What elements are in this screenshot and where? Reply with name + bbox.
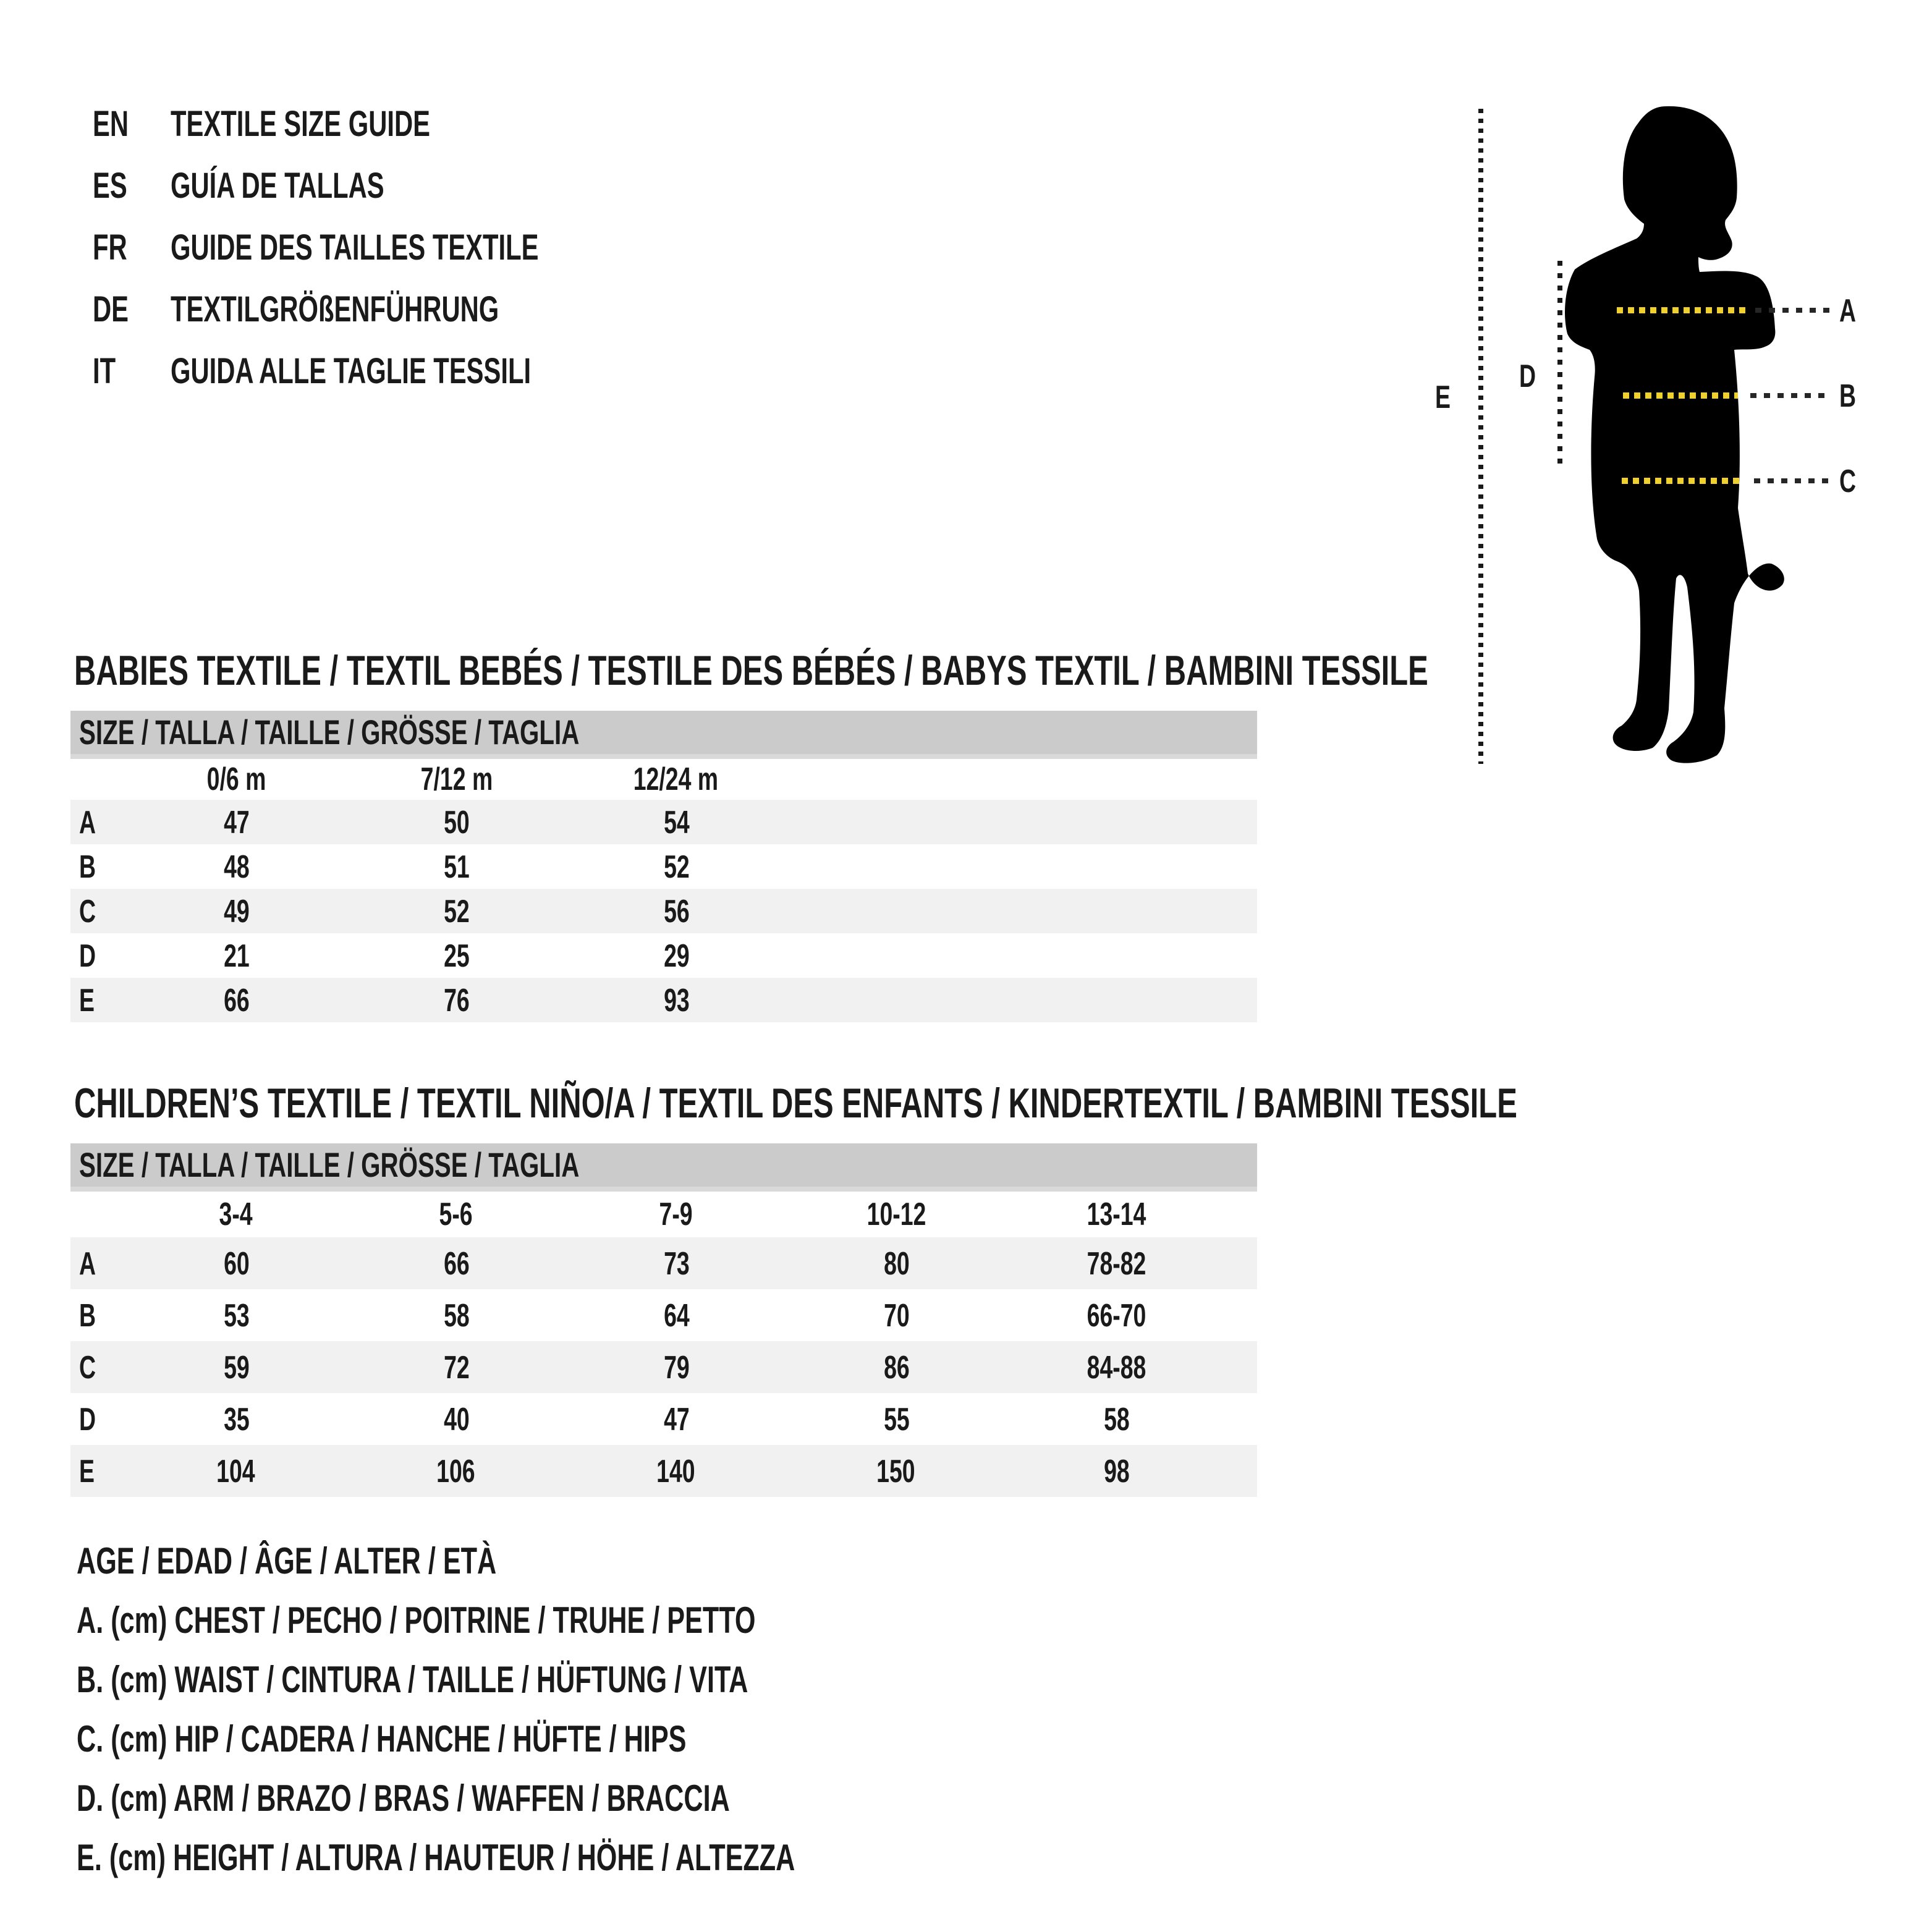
babies-section-heading: [74, 646, 1932, 696]
measurement-diagram: [1409, 87, 1904, 803]
cell-value: 60: [223, 1244, 249, 1281]
table-row-a: [70, 800, 1257, 844]
table-cell: [1006, 1296, 1226, 1334]
table-cell: [346, 1348, 566, 1386]
language-row-de: [93, 279, 682, 341]
cell-value: 140: [656, 1452, 696, 1489]
cell-value: 29: [663, 936, 689, 973]
column-header-text: 3-4: [219, 1195, 253, 1232]
table-cell: [786, 1452, 1006, 1490]
legend-text: A. (cm) CHEST / PECHO / POITRINE / TRUHE / PETTO: [77, 1601, 756, 1642]
table-cell: [126, 936, 346, 975]
table-row-b: [70, 1289, 1257, 1341]
row-label: [70, 1452, 126, 1490]
cell-value: 58: [1103, 1400, 1129, 1437]
height-label-e: [1435, 379, 1457, 414]
heading-text: CHILDREN’S TEXTILE / TEXTIL NIÑO/A / TEXTIL DES ENFANTS / KINDERTEXTIL / BAMBINI TESSILE: [74, 1080, 1517, 1127]
table-cell: [126, 981, 346, 1019]
column-header: [126, 1195, 346, 1234]
language-row-en: [93, 94, 682, 156]
table-cell: [346, 803, 566, 841]
language-code: IT: [93, 352, 116, 391]
table-cell: [786, 1400, 1006, 1438]
cell-value: 66: [443, 1244, 469, 1281]
table-cell: [126, 1244, 346, 1282]
language-row-fr: [93, 218, 682, 279]
table-cell: [566, 1244, 786, 1282]
table-cell: [1006, 1348, 1226, 1386]
table-cell: [566, 1452, 786, 1490]
table-cell: [566, 1296, 786, 1334]
cell-value: 66: [223, 981, 249, 1018]
language-row-es: [93, 156, 682, 218]
table-cell: [126, 1400, 346, 1438]
cell-value: 79: [663, 1348, 689, 1385]
column-header-text: 13-14: [1087, 1195, 1146, 1232]
row-label-text: B: [79, 847, 96, 884]
cell-value: 104: [216, 1452, 256, 1489]
column-header: [566, 760, 786, 799]
cell-value: 78-82: [1087, 1244, 1146, 1281]
row-label: [70, 936, 126, 975]
row-label: [70, 1348, 126, 1386]
table-row-c: [70, 1341, 1257, 1393]
row-label-text: A: [79, 803, 96, 840]
row-label: [70, 1400, 126, 1438]
label-text: E: [1435, 378, 1451, 415]
guide-title: GUIDE DES TAILLES TEXTILE: [171, 228, 539, 268]
cell-value: 54: [663, 803, 689, 840]
arm-label-d: [1519, 358, 1543, 393]
cell-value: 40: [443, 1400, 469, 1437]
table-cell: [346, 1400, 566, 1438]
legend-line-age: [77, 1533, 1074, 1592]
cell-value: 73: [663, 1244, 689, 1281]
table-cell: [786, 1296, 1006, 1334]
children-column-header-row: [70, 1192, 1257, 1237]
cell-value: 86: [883, 1348, 909, 1385]
row-label: [70, 1244, 126, 1282]
language-code: FR: [93, 228, 127, 268]
table-cell: [346, 981, 566, 1019]
table-row-a: [70, 1237, 1257, 1289]
guide-title: TEXTILGRÖßENFÜHRUNG: [171, 290, 499, 329]
column-header-text: 7-9: [659, 1195, 693, 1232]
babies-size-header-bar: [70, 711, 1257, 759]
size-header-text: SIZE / TALLA / TAILLE / GRÖSSE / TAGLIA: [79, 713, 580, 751]
table-cell: [126, 1348, 346, 1386]
cell-value: 80: [883, 1244, 909, 1281]
cell-value: 72: [443, 1348, 469, 1385]
cell-value: 93: [663, 981, 689, 1018]
children-size-header-bar: [70, 1143, 1257, 1192]
column-header: [566, 1195, 786, 1234]
cell-value: 25: [443, 936, 469, 973]
cell-value: 53: [223, 1296, 249, 1333]
cell-value: 150: [876, 1452, 916, 1489]
table-row-d: [70, 1393, 1257, 1445]
table-cell: [786, 1244, 1006, 1282]
column-header-text: 0/6 m: [206, 760, 266, 797]
cell-value: 55: [883, 1400, 909, 1437]
table-row-e: [70, 978, 1257, 1022]
legend-line-chest: [77, 1592, 1074, 1651]
label-text: B: [1839, 377, 1857, 414]
table-cell: [346, 847, 566, 886]
label-text: D: [1519, 357, 1536, 394]
row-label: [70, 1296, 126, 1334]
hip-label-c: [1839, 464, 1863, 498]
table-cell: [566, 847, 786, 886]
cell-value: 76: [443, 981, 469, 1018]
row-label-text: E: [79, 981, 95, 1018]
table-cell: [1006, 1244, 1226, 1282]
column-header-text: 5-6: [439, 1195, 473, 1232]
column-header: [346, 760, 566, 799]
row-label: [70, 803, 126, 841]
cell-value: 59: [223, 1348, 249, 1385]
table-cell: [566, 981, 786, 1019]
cell-value: 35: [223, 1400, 249, 1437]
table-row-b: [70, 844, 1257, 889]
column-header-text: 12/24 m: [633, 760, 719, 797]
cell-value: 47: [223, 803, 249, 840]
table-cell: [126, 803, 346, 841]
legend-line-height: [77, 1829, 1074, 1889]
legend-line-waist: [77, 1651, 1074, 1711]
row-label-text: C: [79, 892, 96, 929]
cell-value: 84-88: [1087, 1348, 1146, 1385]
row-label-text: D: [79, 936, 96, 973]
chest-label-a: [1839, 293, 1863, 328]
label-text: C: [1839, 462, 1857, 499]
row-label-text: C: [79, 1348, 96, 1385]
heading-text: BABIES TEXTILE / TEXTIL BEBÉS / TESTILE DES BÉBÉS / BABYS TEXTIL / BAMBINI TESSILE: [74, 648, 1428, 695]
row-label: [70, 981, 126, 1019]
guide-title: GUIDA ALLE TAGLIE TESSILI: [171, 352, 532, 391]
guide-title: TEXTILE SIZE GUIDE: [171, 104, 430, 144]
table-row-d: [70, 933, 1257, 978]
table-cell: [346, 1452, 566, 1490]
table-row-c: [70, 889, 1257, 933]
legend-line-arm: [77, 1770, 1074, 1829]
cell-value: 58: [443, 1296, 469, 1333]
cell-value: 52: [663, 847, 689, 884]
cell-value: 47: [663, 1400, 689, 1437]
language-code: DE: [93, 290, 129, 329]
table-cell: [346, 936, 566, 975]
table-cell: [786, 1348, 1006, 1386]
label-text: A: [1839, 292, 1857, 329]
legend-text: AGE / EDAD / ÂGE / ALTER / ETÀ: [77, 1541, 497, 1582]
language-guide-list: [93, 94, 682, 403]
cell-value: 66-70: [1087, 1296, 1146, 1333]
column-header-text: 10-12: [866, 1195, 926, 1232]
cell-value: 70: [883, 1296, 909, 1333]
row-label-text: D: [79, 1400, 96, 1437]
table-cell: [346, 1296, 566, 1334]
measurement-legend: [77, 1533, 1074, 1889]
legend-text: E. (cm) HEIGHT / ALTURA / HAUTEUR / HÖHE / ALTEZZA: [77, 1838, 795, 1879]
table-cell: [126, 1452, 346, 1490]
size-header-text: SIZE / TALLA / TAILLE / GRÖSSE / TAGLIA: [79, 1145, 580, 1184]
cell-value: 49: [223, 892, 249, 929]
column-header: [346, 1195, 566, 1234]
babies-column-header-row: [70, 759, 1257, 800]
cell-value: 48: [223, 847, 249, 884]
table-cell: [1006, 1452, 1226, 1490]
table-cell: [346, 1244, 566, 1282]
row-label-text: E: [79, 1452, 95, 1489]
column-header-text: 7/12 m: [420, 760, 493, 797]
row-label: [70, 847, 126, 886]
cell-value: 56: [663, 892, 689, 929]
table-cell: [126, 1296, 346, 1334]
table-cell: [566, 1400, 786, 1438]
table-cell: [126, 892, 346, 930]
column-header: [786, 1195, 1006, 1234]
table-cell: [566, 892, 786, 930]
table-cell: [566, 1348, 786, 1386]
cell-value: 106: [436, 1452, 476, 1489]
legend-text: B. (cm) WAIST / CINTURA / TAILLE / HÜFTUNG / VITA: [77, 1660, 748, 1701]
column-header: [1006, 1195, 1226, 1234]
language-code: EN: [93, 104, 129, 144]
row-label: [70, 892, 126, 930]
cell-value: 52: [443, 892, 469, 929]
row-label-text: B: [79, 1296, 96, 1333]
waist-label-b: [1839, 378, 1863, 413]
table-cell: [1006, 1400, 1226, 1438]
cell-value: 98: [1103, 1452, 1129, 1489]
column-header: [126, 760, 346, 799]
cell-value: 51: [443, 847, 469, 884]
children-size-table: [70, 1143, 1257, 1497]
children-section-heading: [74, 1079, 1932, 1129]
legend-line-hip: [77, 1711, 1074, 1770]
language-code: ES: [93, 166, 127, 206]
guide-title: GUÍA DE TALLAS: [171, 166, 384, 206]
table-cell: [126, 847, 346, 886]
babies-size-table: [70, 711, 1257, 1022]
cell-value: 21: [223, 936, 249, 973]
language-row-it: [93, 341, 682, 403]
cell-value: 50: [443, 803, 469, 840]
row-label-text: A: [79, 1244, 96, 1281]
cell-value: 64: [663, 1296, 689, 1333]
table-cell: [566, 936, 786, 975]
legend-text: D. (cm) ARM / BRAZO / BRAS / WAFFEN / BRACCIA: [77, 1779, 730, 1820]
legend-text: C. (cm) HIP / CADERA / HANCHE / HÜFTE / HIPS: [77, 1719, 687, 1760]
table-row-e: [70, 1445, 1257, 1497]
table-cell: [566, 803, 786, 841]
table-cell: [346, 892, 566, 930]
